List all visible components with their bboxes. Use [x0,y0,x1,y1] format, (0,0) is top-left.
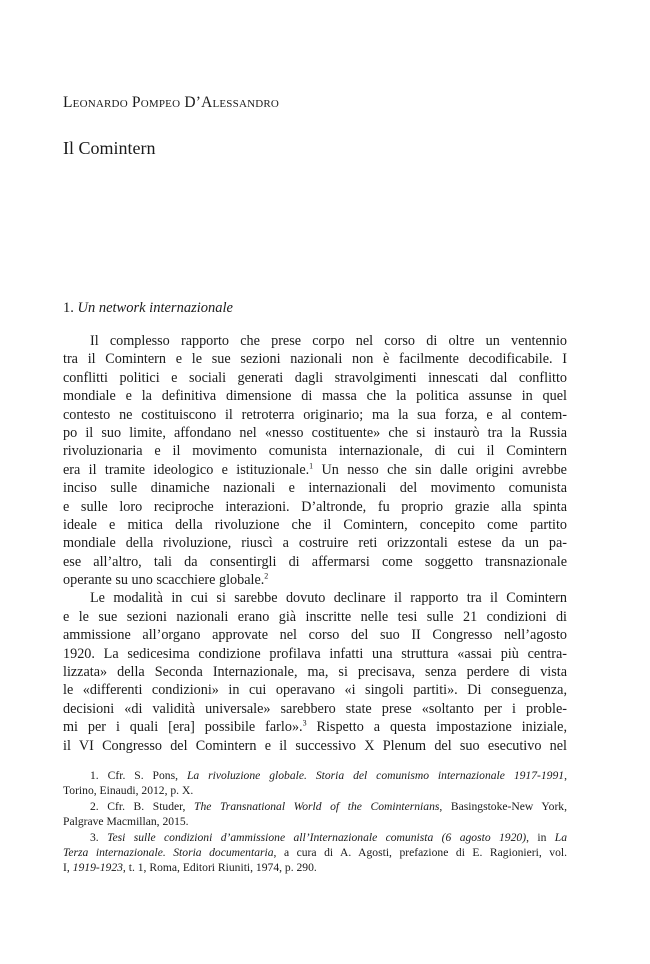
footnote-citation-title: La rivoluzione globale. Storia del comunismo internazionale 1917-1991 [186,769,565,782]
text-line [63,571,567,589]
footnote-text: , in [526,830,555,844]
footnote-citation-title: Tesi sulle condizioni d’ammissione all’Internazionale comunista (6 agosto 1920) [107,830,527,844]
footnote-text: 3. [90,830,108,844]
page [63,0,567,964]
footnote-citation-title: The Transnational World of the Cominternians [194,799,440,813]
text-line: Il complesso rapporto che prese corpo nel corso di oltre un ventennio [90,333,567,349]
footnote-1 [63,768,567,783]
text-line: tra il Comintern e le sue sezioni nazionali non è facilmente decodificabile. I [63,351,567,368]
text-fragment: Un nesso che sin dalle origini avrebbe [313,461,567,478]
section-heading [63,300,233,317]
footnote-3-cont [63,845,567,860]
text-line: decisioni «di validità universale» sarebbero state prese «soltanto per i proble- [63,700,567,717]
chapter-title: Il Comintern [63,138,156,158]
text-line: po il suo limite, affondano nel «nesso costituente» che si instaurò tra la Russia [63,424,567,441]
footnote-citation-title: Terza internazionale. Storia documentaria [63,845,274,859]
text-line: le «differenti condizioni» in cui operavano «i singoli partiti». Di conseguenza, [63,682,567,699]
text-line: lizzata» della Seconda Internazionale, ma, si precisava, senza perdere di vista [63,664,567,681]
footnote-ref-3[interactable]: 3 [302,718,307,728]
text-line: mondiale e la definitiva dimensione di massa che la politica assunse in quel [63,388,567,405]
text-fragment: mi per i quali [era] possibile farlo». [63,719,303,736]
footnote-ref-1[interactable]: 1 [309,461,314,470]
body-text [63,332,567,755]
section-number: 1. [63,300,74,316]
footnote-ref-2[interactable]: 2 [264,571,269,581]
text-line: inciso sulle dinamiche nazionali e internazionali del movimento comunista [63,480,567,497]
text-line: mondiale della rivoluzione, riuscì a costruire reti orizzontali estese da un pa- [63,535,567,552]
section-title: Un network internazionale [77,300,233,316]
footnote-text: , Basingstoke-New York, [439,799,567,813]
text-fragment: era il tramite ideologico e istituzionale. [63,461,310,478]
text-line [63,718,567,736]
footnote-text: I, [63,861,73,875]
footnote-2 [63,799,567,814]
footnote-3-cont [63,860,567,875]
footnote-3 [63,830,567,845]
text-line: ideale e mitica della rivoluzione che il Comintern, concepito come partito [63,516,567,533]
text-fragment: Rispetto a questa impostazione iniziale, [306,719,567,736]
text-line: ese all’altro, tali da consentirgli di affermarsi come soggetto transnazionale [63,553,567,570]
footnote-text: , [564,769,567,782]
footnote-2-cont: Palgrave Macmillan, 2015. [63,815,189,829]
text-line: conflitti politici e sociali generati dagli stravolgimenti innescati dal conflitto [63,369,567,386]
text-line: ammissione all’organo approvate nel corso del suo II Congresso nell’agosto [63,627,567,644]
text-line: il VI Congresso del Comintern e il successivo X Plenum del suo esecutivo nel [63,737,567,754]
footnote-text: 2. Cfr. B. Studer, [90,799,195,813]
text-line: e sulle loro reciproche interazioni. D’altronde, fu proprio grazie alla spinta [63,498,567,515]
text-fragment: operante su uno scacchiere globale. [63,572,265,589]
footnote-text: , t. 1, Roma, Editori Riuniti, 1974, p. 290. [122,861,317,875]
text-line: 1920. La sedicesima condizione profilava infatti una struttura «assai più centra- [63,645,567,662]
footnotes [63,768,567,876]
text-line: contesto ne costituiscono il retroterra originario; ma la sua forza, e al contem- [63,406,567,423]
footnote-text: , a cura di A. Agosti, prefazione di E. Ragionieri, vol. [273,845,567,859]
footnote-text: 1. Cfr. S. Pons, [90,769,187,782]
author-name: Leonardo Pompeo D’Alessandro [63,94,280,111]
text-line: rivoluzionaria e il movimento comunista internazionale, di cui il Comintern [63,443,567,460]
footnote-1-cont: Torino, Einaudi, 2012, p. X. [63,784,194,798]
text-line: e le sue sezioni nazionali erano già inscritte nelle tesi sulle 21 condizioni di [63,608,567,625]
text-line [63,461,567,479]
footnote-citation-title: 1919-1923 [72,861,123,875]
footnote-citation-title: La [554,830,567,844]
text-line: Le modalità in cui si sarebbe dovuto declinare il rapporto tra il Comintern [90,590,567,607]
